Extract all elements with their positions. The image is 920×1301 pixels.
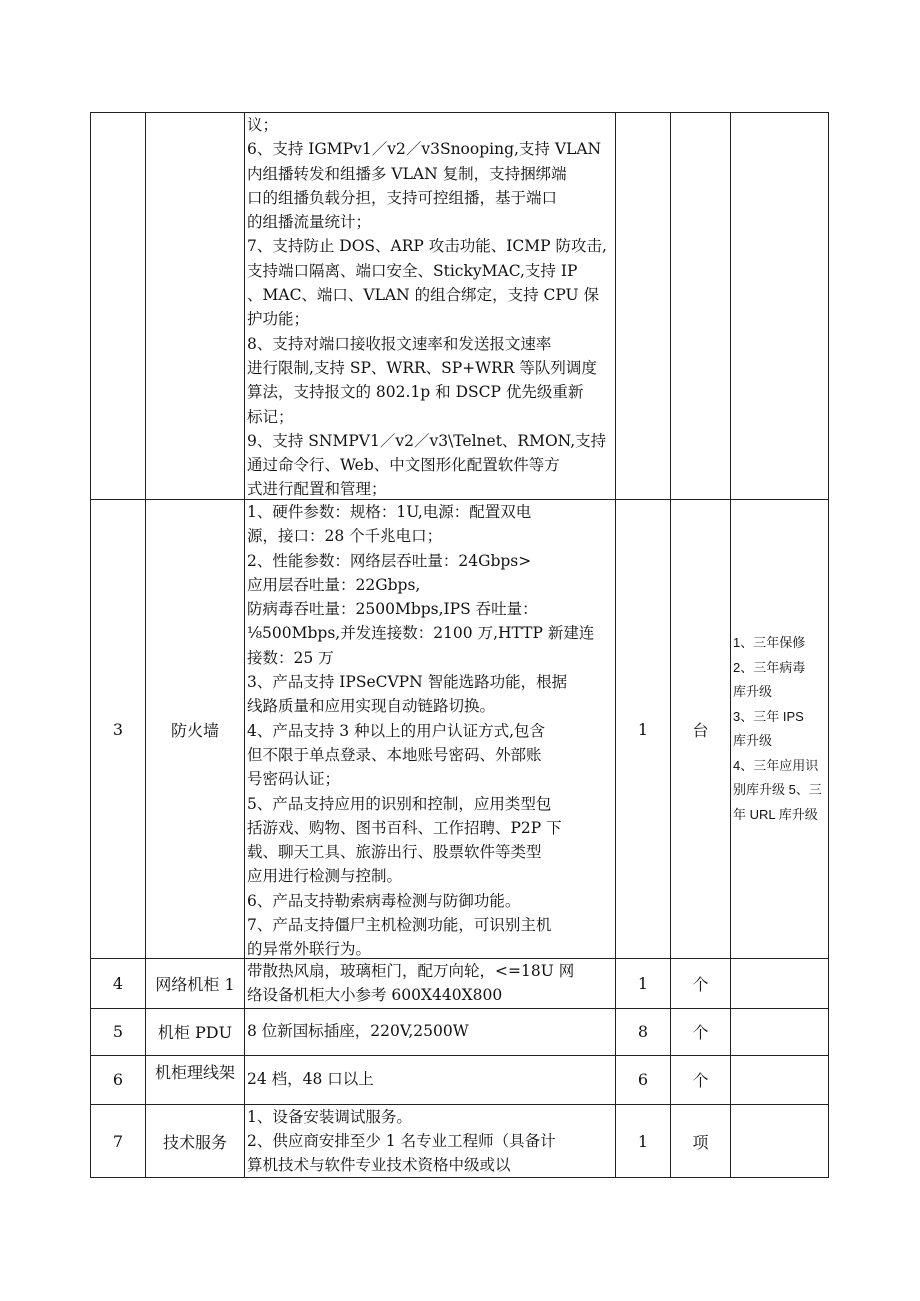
equipment-spec-table (90, 112, 829, 1178)
table-row (91, 500, 829, 959)
remark-cell (731, 500, 829, 959)
spec-line: 7、产品支持僵尸主机检测功能，可识别主机 (247, 916, 552, 935)
spec-line: 号密码认证； (247, 770, 341, 789)
table-row (91, 1055, 829, 1104)
remark-line: 1、三年保修 (733, 635, 806, 650)
spec-line: 防病毒吞吐量：2500Mbps,IPS 吞吐量： (247, 600, 538, 619)
remark-cell (731, 1104, 829, 1178)
spec-line: 2、供应商安排至少 1 名专业工程师（具备计 (247, 1131, 556, 1150)
spec-line: 内组播转发和组播多 VLAN 复制，支持捆绑端 (247, 164, 567, 183)
spec-line: 应用进行检测与控制。 (247, 867, 403, 886)
remark-cell (731, 959, 829, 1009)
quantity-cell: 1 (616, 1104, 671, 1178)
spec-cell (245, 1008, 616, 1055)
remark-line: 别库升级 5、三 (733, 782, 822, 797)
table-row (91, 1008, 829, 1055)
spec-line: 8 位新国标插座，220V,2500W (247, 1022, 469, 1041)
item-name-cell (146, 113, 245, 500)
spec-line: 、MAC、端口、VLAN 的组合绑定，支持 CPU 保 (247, 286, 600, 305)
spec-line: 载、聊天工具、旅游出行、股票软件等类型 (247, 843, 542, 862)
remark-line: 库升级 (733, 684, 773, 699)
unit-cell (671, 113, 731, 500)
spec-line: 但不限于单点登录、本地账号密码、外部账 (247, 745, 542, 764)
spec-line: 标记； (247, 407, 294, 426)
spec-line: 算机技术与软件专业技术资格中级或以 (247, 1156, 511, 1175)
spec-line: 5、产品支持应用的识别和控制，应用类型包 (247, 794, 552, 813)
unit-cell: 个 (671, 1055, 731, 1104)
quantity-cell: 6 (616, 1055, 671, 1104)
item-name-cell: 防火墙 (146, 500, 245, 959)
remark-line: 4、三年应用识 (733, 757, 819, 773)
unit-cell: 台 (671, 500, 731, 959)
item-number-cell: 7 (91, 1104, 146, 1178)
spec-line: 进行限制,支持 SP、WRR、SP+WRR 等队列调度 (247, 358, 597, 377)
item-number-cell: 5 (91, 1008, 146, 1055)
spec-line: 络设备机柜大小参考 600X440X800 (247, 986, 503, 1005)
spec-cell (245, 1104, 616, 1178)
remark-line: 年 URL 库升级 (733, 806, 818, 822)
spec-line: 6、产品支持勒索病毒检测与防御功能。 (247, 891, 521, 910)
item-number-cell (91, 113, 146, 500)
spec-line: 2、性能参数：网络层吞吐量：24Gbps> (247, 551, 532, 570)
quantity-cell: 1 (616, 959, 671, 1009)
item-number-cell: 4 (91, 959, 146, 1009)
spec-line: 3、产品支持 IPSeCVPN 智能选路功能，根据 (247, 673, 568, 692)
remark-cell (731, 1055, 829, 1104)
unit-cell: 项 (671, 1104, 731, 1178)
item-number-cell: 3 (91, 500, 146, 959)
table-row (91, 1104, 829, 1178)
spec-cell (245, 500, 616, 959)
spec-line: 7、支持防止 DOS、ARP 攻击功能、ICMP 防攻击, (247, 237, 607, 256)
spec-line: 24 档，48 口以上 (247, 1070, 374, 1089)
spec-line: 8、支持对端口接收报文速率和发送报文速率 (247, 334, 552, 353)
spec-line: 带散热风扇，玻璃柜门，配万向轮，<=18U 网 (247, 962, 575, 980)
quantity-cell (616, 113, 671, 500)
remark-cell (731, 1008, 829, 1055)
spec-line: ⅛500Mbps,并发连接数：2100 万,HTTP 新建连 (247, 624, 595, 643)
spec-line: 线路质量和应用实现自动链路切换。 (247, 697, 496, 716)
spec-line: 的组播流量统计； (247, 213, 372, 232)
spec-line: 算法，支持报文的 802.1p 和 DSCP 优先级重新 (247, 383, 584, 402)
spec-line: 通过命令行、Web、中文图形化配置软件等方 (247, 456, 560, 475)
spec-line: 9、支持 SNMPV1／v2／v3\Telnet、RMON,支持 (247, 431, 607, 450)
remark-line: 库升级 (733, 733, 773, 748)
table-row (91, 113, 829, 500)
spec-line: 1、硬件参数：规格：1U,电源：配置双电 (247, 503, 532, 521)
item-number-cell: 6 (91, 1055, 146, 1104)
spec-line: 1、设备安装调试服务。 (247, 1107, 412, 1126)
table-row (91, 959, 829, 1009)
unit-cell: 个 (671, 1008, 731, 1055)
item-name-cell: 机柜 PDU (146, 1008, 245, 1055)
spec-cell (245, 959, 616, 1009)
quantity-cell: 8 (616, 1008, 671, 1055)
spec-line: 6、支持 IGMPv1／v2／v3Snooping,支持 VLAN (247, 140, 602, 159)
remark-line: 2、三年病毒 (733, 659, 806, 675)
item-name-cell: 机柜理线架 (146, 1055, 245, 1104)
spec-line: 议； (247, 116, 279, 134)
item-name-cell: 技术服务 (146, 1104, 245, 1178)
spec-cell (245, 113, 616, 500)
spec-line: 式进行配置和管理； (247, 480, 387, 499)
spec-line: 的异常外联行为。 (247, 940, 372, 957)
spec-line: 支持端口隔离、端口安全、StickyMAC,支持 IP (247, 261, 578, 280)
spec-line: 4、产品支持 3 种以上的用户认证方式,包含 (247, 721, 546, 740)
spec-cell (245, 1055, 616, 1104)
spec-line: 括游戏、购物、图书百科、工作招聘、P2P 下 (247, 818, 562, 837)
spec-line: 源，接口：28 个千兆电口； (247, 527, 443, 546)
remark-cell (731, 113, 829, 500)
unit-cell: 个 (671, 959, 731, 1009)
item-name-cell: 网络机柜 1 (146, 959, 245, 1009)
quantity-cell: 1 (616, 500, 671, 959)
spec-line: 护功能； (247, 310, 310, 329)
remark-line: 3、三年 IPS (733, 708, 804, 724)
spec-line: 口的组播负载分担，支持可控组播，基于端口 (247, 188, 558, 207)
spec-line: 接数：25 万 (247, 648, 334, 667)
spec-line: 应用层吞吐量：22Gbps, (247, 575, 421, 594)
